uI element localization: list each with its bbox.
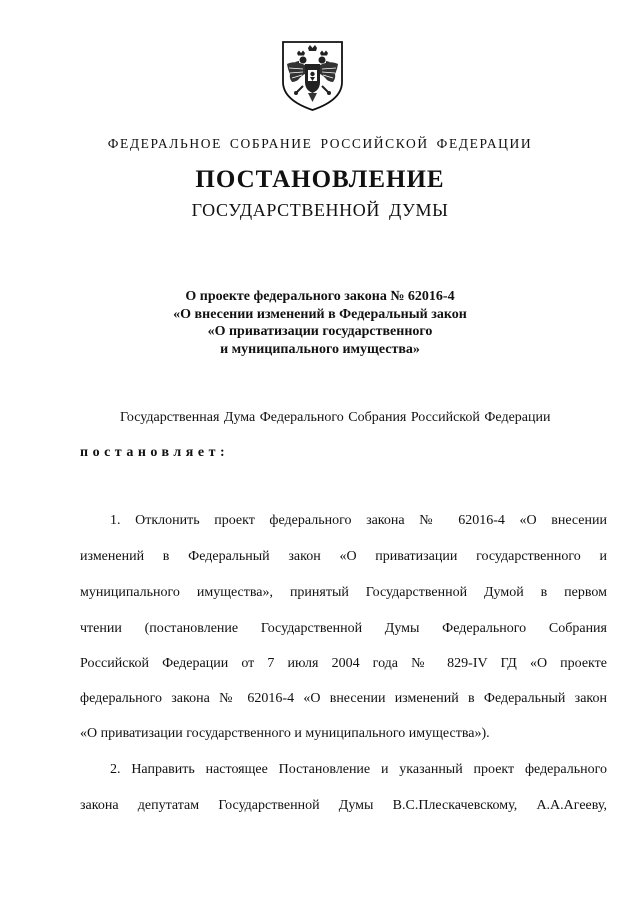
subject-line: и муниципального имущества» [220,341,420,357]
coat-of-arms-icon [275,38,350,113]
subject-line: О проекте федерального закона № 62016-4 [185,289,455,304]
paragraph-line: 2. Направить настоящее Постановление и указанный проект федерального [110,762,607,777]
paragraph-line: федерального закона № 62016-4 «О внесении изменений в Федеральный закон [80,691,607,706]
paragraph-line: Российской Федерации от 7 июля 2004 года № 829-IV ГД «О проекте [80,656,607,671]
paragraph-line: закона депутатам Государственной Думы В.С.Плескачевскому, А.А.Агееву, [80,798,607,813]
issuer-heading: ГОСУДАРСТВЕННОЙ ДУМЫ [191,200,449,220]
paragraph-line: муниципального имущества», принятый Государственной Думой в первом [80,585,607,600]
document-type-title: ПОСТАНОВЛЕНИЕ [195,166,445,193]
document-subject [150,288,490,358]
paragraph-line: чтении (постановление Государственной Думы Федерального Собрания [80,621,607,636]
subject-line: «О приватизации государственного [207,324,433,339]
paragraph-line: 1. Отклонить проект федерального закона № 62016-4 «О внесении [110,513,607,528]
paragraph-line: «О приватизации государственного и муниципального имущества»). [80,726,490,741]
resolves-keyword: постановляет: [80,445,230,460]
assembly-heading: ФЕДЕРАЛЬНОЕ СОБРАНИЕ РОССИЙСКОЙ ФЕДЕРАЦИИ [107,136,533,151]
paragraph-line: изменений в Федеральный закон «О приватизации государственного и [80,549,607,564]
subject-line: «О внесении изменений в Федеральный закон [173,306,467,322]
preamble-text: Государственная Дума Федерального Собрания Российской Федерации [120,410,551,425]
